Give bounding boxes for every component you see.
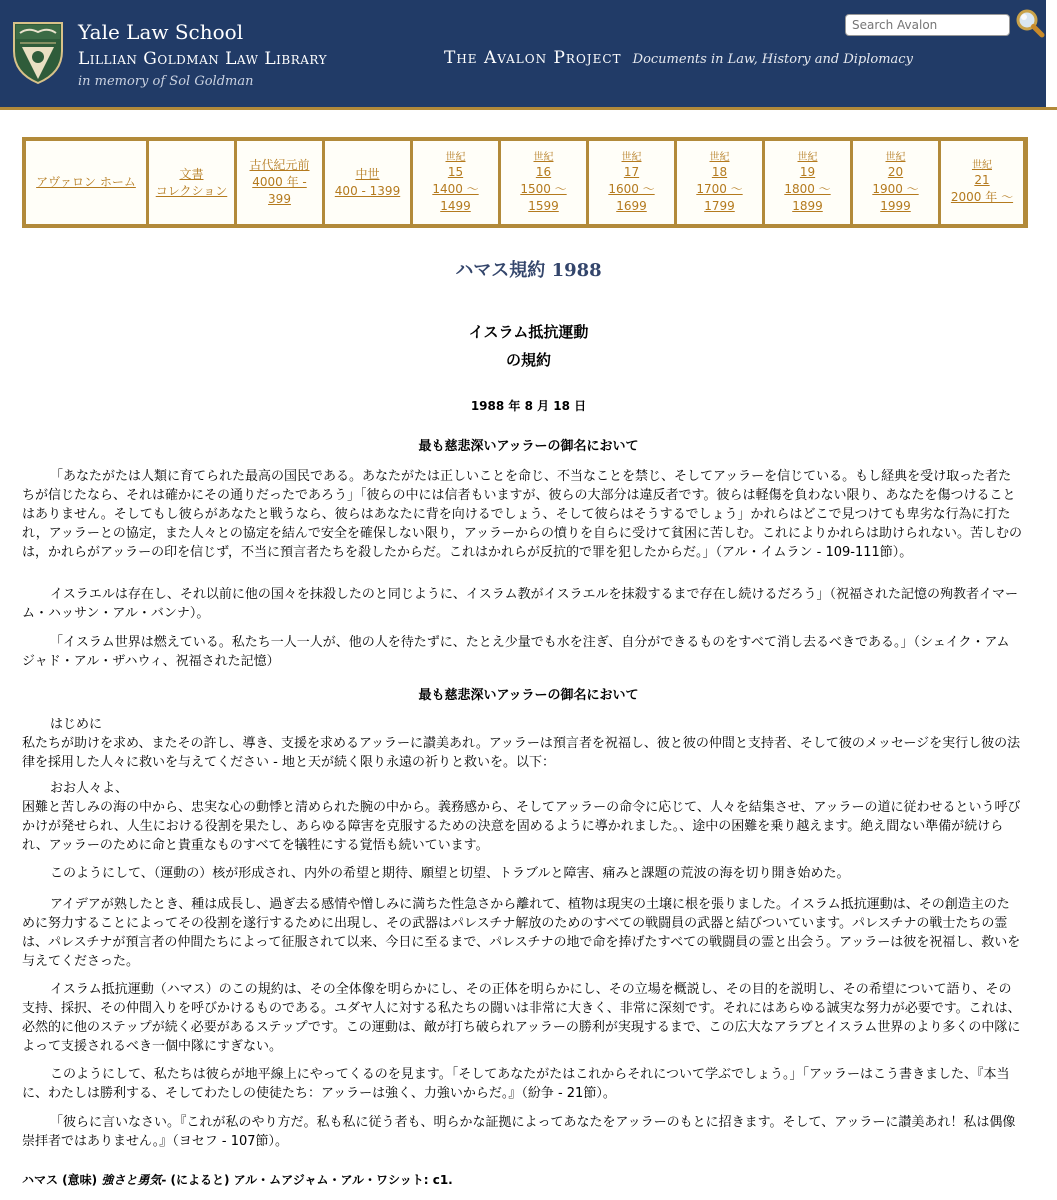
nav-avalon-home[interactable] — [26, 141, 146, 224]
paragraph-7: アイデアが熟したとき、種は成長し、過ぎ去る感情や憎しみに満ちた性急さから離れて、植物は現実の土壌に根を張りました。イスラム抵抗運動は、その創造主のために努力することによってその役割を遂行するために出現し、その武器はパレスチナ解放のためのすべての戦闘員の武器と結びついています。パレスチナの戦士たちの霊は、パレスチナが預言者の仲間たちによって征服されて以来、今日に至るまで、パレスチナの地で命を捧げたすべての戦闘員の霊と出会う。アッラーは彼を祝福し、救いを与えてくださった。 — [22, 897, 1021, 969]
avalon-project-banner[interactable] — [444, 48, 913, 68]
paragraph-1: 「あなたがたは人類に育てられた最高の国民である。あなたがたは正しいことを命じ、不当なことを禁じ、そしてアッラーを信じている。もし経典を受け取った者たちが信じたなら、それは確かにその通りだったであろう」「彼らの中には信者もいますが、彼らの大部分は違反者です。彼らは軽傷を負わない限り、あなたを傷つけることはありません。そしてもし彼らがあなたと戦うなら、彼らはあなたに背を向けるでしょう、そして彼らはそうするでしょう」かれらはどこで見つけても卑劣な行為に打たれ，アッラーとの協定，また人々との協定を結んで安全を確保しない限り，アッラーからの憤りを自らに受けて貧困に苦しむ。これによりかれらは助けられない。苦しむのは，かれらがアッラーの印を信じず，不当に預言者たちを殺したからだ。これはかれらが反抗的で罪を犯したからだ。」（アル・イムラン - 109-111節）。 — [22, 469, 1022, 560]
nav-link[interactable]: 文書 コレクション — [155, 166, 228, 198]
nav-ancient[interactable] — [237, 141, 322, 224]
nav-link[interactable]: 世紀 21 2000 年 〜 — [950, 160, 1014, 204]
section-heading-2: 最も慈悲深いアッラーの御名において — [418, 688, 639, 703]
nav-link[interactable]: 世紀 17 1600 〜 1699 — [608, 151, 655, 213]
school-name[interactable]: Yale Law School — [78, 20, 244, 44]
nav-medieval[interactable] — [325, 141, 410, 224]
nav-17th-century[interactable] — [589, 141, 674, 224]
covenant-title — [0, 318, 1057, 374]
footnote-meaning: 強さと勇気 — [101, 1173, 162, 1187]
address-text: 困難と苦しみの海の中から、忠実な心の動悸と清められた腕の中から。義務感から、そしてアッラーの命令に応じて、人々を結集させ、アッラーの道に従わせるという呼びかけが発せられ、人生における役割を果たし、あらゆる障害を克服するための決意を固めるように導かれました。、途中の困難を乗り越えます。絶え間ない準備が続けられ、アッラーのために命と貴重なものすべてを犠牲にする覚悟も続いています。 — [22, 800, 1021, 853]
covenant-title-line1: イスラム抵抗運動 — [468, 323, 589, 341]
nav-link[interactable]: 世紀 20 1900 〜 1999 — [872, 151, 919, 213]
project-title: The Avalon Project — [444, 48, 622, 68]
nav-16th-century[interactable] — [501, 141, 586, 224]
nav-21st-century[interactable] — [941, 141, 1023, 224]
nav-20th-century[interactable] — [853, 141, 938, 224]
nav-link[interactable]: 中世 400 - 1399 — [334, 166, 401, 198]
paragraph-9: このようにして、私たちは彼らが地平線上にやってくるのを見ます。「そしてあなたがたはこれからそれについて学ぶでしょう。」「アッラーはこう書きました、『本当に、わたしは勝利する、そしてわたしの使徒たち：アッラーは強く、力強いからだ。』（紛争 - 21節）。 — [22, 1067, 1010, 1101]
search-input[interactable] — [845, 14, 1010, 36]
nav-link[interactable]: 古代紀元前 4000 年 - 399 — [249, 158, 310, 206]
nav-link[interactable]: 世紀 19 1800 〜 1899 — [784, 151, 831, 213]
paragraph-6: このようにして、（運動の）核が形成され、内外の希望と期待、願望と切望、トラブルと障害、痛みと課題の荒波の海を切り開き始めた。 — [50, 866, 850, 881]
nav-document-collections[interactable] — [149, 141, 234, 224]
footnote-term: ハマス (意味) — [22, 1173, 98, 1187]
paragraph-5 — [22, 779, 1022, 855]
document-date: 1988 年 8 月 18 日 — [470, 399, 587, 413]
nav-link[interactable]: 世紀 18 1700 〜 1799 — [696, 151, 743, 213]
nav-18th-century[interactable] — [677, 141, 762, 224]
yale-law-shield-logo[interactable] — [12, 21, 64, 85]
nav-link[interactable]: 世紀 16 1500 〜 1599 — [520, 151, 567, 213]
paragraph-3: 「イスラム世界は燃えている。私たち一人一人が、他の人を待たずに、たとえ少量でも水を注ぎ、自分ができるものをすべて消し去るべきである。」（シェイク・アムジャド・アル・ザハウィ、祝福された記憶） — [22, 635, 1010, 669]
paragraph-4 — [22, 715, 1022, 772]
library-name[interactable]: Lillian Goldman Law Library — [78, 49, 327, 69]
introduction-text: 私たちが助けを求め、またその許し、導き、支援を求めるアッラーに讃美あれ。アッラーは預言者を祝福し、彼と彼の仲間と支持者、そして彼のメッセージを実行し彼の法律を採用した人々に救いを与えてください - 地と天が続く限り永遠の祈りと救いを。以下： — [22, 736, 1021, 770]
nav-19th-century[interactable] — [765, 141, 850, 224]
header-edge — [1046, 0, 1057, 107]
document-title: ハマス規約 1988 — [455, 260, 602, 281]
site-header — [0, 0, 1057, 110]
paragraph-8: イスラム抵抗運動（ハマス）のこの規約は、その全体像を明らかにし、その正体を明らかにし、その立場を概説し、その目的を説明し、その希望について語り、その支持、採択、その仲間入りを呼びかけるものである。ユダヤ人に対する私たちの闘いは非常に大きく、非常に深刻です。それにはあらゆる誠実な努力が必要です。これは、必然的に他のステップが続く必要があるステップです。この運動は、敵が打ち破られアッラーの勝利が実現するまで、この広大なアラブとイスラム世界のより多くの中隊によって支援されるべき一個中隊にすぎない。 — [22, 982, 1021, 1054]
footnote-source: - (によると) アル・ムアジャム・アル・ワシット: c1. — [161, 1173, 453, 1187]
paragraph-2: イスラエルは存在し、それ以前に他の国々を抹殺したのと同じように、イスラム教がイスラエルを抹殺するまで存在し続けるだろう」（祝福された記憶の殉教者イマーム・ハッサン・アル・バンナ）。 — [22, 587, 1018, 621]
nav-link[interactable]: 世紀 15 1400 〜 1499 — [432, 151, 479, 213]
introduction-label: はじめに — [50, 717, 103, 732]
address-label: おお人々よ、 — [50, 781, 129, 796]
footnote — [22, 1171, 1022, 1188]
project-tagline: Documents in Law, History and Diplomacy — [632, 52, 913, 67]
paragraph-10: 「彼らに言いなさい。『これが私のやり方だ。私も私に従う者も、明らかな証拠によってあなたをアッラーのもとに招きます。そして、アッラーに讃美あれ！私は偶像崇拝者ではありません。』（ヨセフ - 107節）。 — [22, 1115, 1016, 1149]
nav-15th-century[interactable] — [413, 141, 498, 224]
nav-link[interactable]: アヴァロン ホーム — [36, 175, 136, 189]
section-heading-1: 最も慈悲深いアッラーの御名において — [418, 439, 639, 454]
magnifier-search-icon[interactable] — [1015, 8, 1045, 38]
covenant-title-line2: の規約 — [505, 351, 551, 369]
memorial-line: in memory of Sol Goldman — [78, 74, 254, 89]
era-navigation — [22, 137, 1028, 228]
